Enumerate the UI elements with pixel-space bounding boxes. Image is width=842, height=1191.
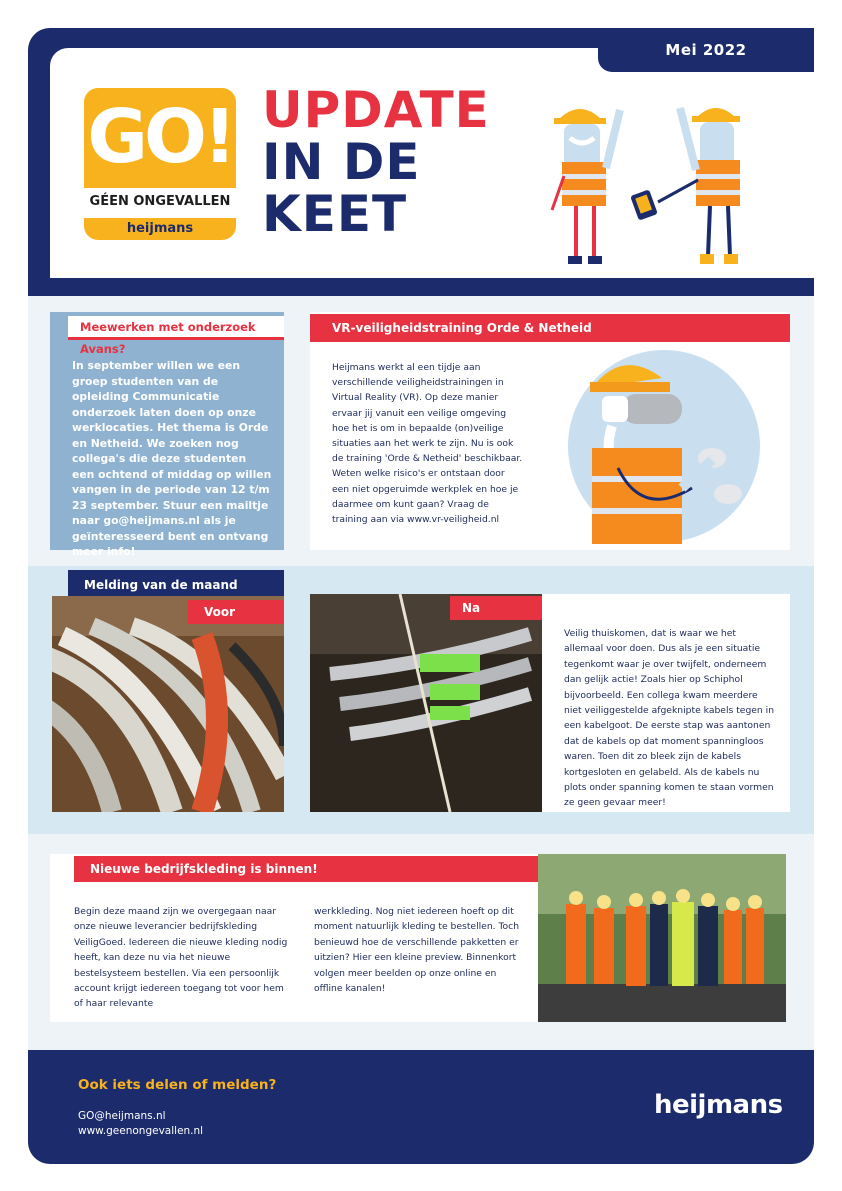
issue-date: Mei 2022 xyxy=(598,28,814,72)
logo-go-text: GO! xyxy=(84,88,236,188)
vr-heading: VR-veiligheidstraining Orde & Netheid xyxy=(310,314,790,342)
avans-text: In september willen we een groep studenten van de opleiding Communicatie onderzoek laten doen op onze werklocaties. Het thema is Orde en Netheid. We zoeken nog collega's die deze studenten een ochtend of middag op willen vangen in de periode van 12 t/m 23 september. Stuur een mailtje naar go@heijmans.nl als je geïnteresseerd bent en ontvang meer info! xyxy=(72,359,272,558)
workers-illustration xyxy=(530,90,770,270)
footer-brand-logo: heijmans xyxy=(654,1090,783,1120)
melding-heading: Melding van de maand xyxy=(68,570,284,598)
logo-tagline: GÉEN ONGEVALLEN xyxy=(84,188,236,218)
worker-left-icon xyxy=(552,109,620,264)
title-line-1: UPDATE xyxy=(262,81,490,139)
title-line-3: KEET xyxy=(262,185,408,243)
voor-label: Voor xyxy=(188,600,284,624)
vr-worker-illustration xyxy=(562,348,766,544)
photo-team-workwear xyxy=(538,854,786,1022)
kleding-heading: Nieuwe bedrijfskleding is binnen! xyxy=(74,856,538,882)
kleding-text-col1: Begin deze maand zijn we overgegaan naar onze nieuwe leverancier bedrijfskleding VeiligGoed. Iedereen die nieuwe kleding nodig heeft, kan deze nu via het nieuwe bestelsysteem bestellen. Via een persoonlijk account krijgt iedereen toegang tot voor hem of haar relevante xyxy=(74,906,288,1010)
na-label: Na xyxy=(450,596,542,620)
vr-text: Heijmans werkt al een tijdje aan verschillende veiligheidstrainingen in Virtual Reality (VR). Op deze manier ervaar jij vanuit een veilige omgeving hoe het is om in bepaalde (on)veilige situaties aan het werk te zijn. Nu is ook de training 'Orde & Netheid' beschikbaar. Weten welke risico's er ontstaan door een niet opgeruimde werkplek en hoe je daarmee om kunt gaan? Vraag de training aan via www.vr-veiligheid.nl xyxy=(332,362,523,526)
go-logo xyxy=(84,88,236,240)
logo-brand: heijmans xyxy=(84,218,236,240)
kleding-text-col2: werkkleding. Nog niet iedereen hoeft op dit moment natuurlijk kleding te bestellen. Toch benieuwd hoe de verschillende pakketten er uitzien? Hier een kleine preview. Binnenkort volgen meer beelden op onze online en offline kanalen! xyxy=(314,906,520,995)
footer-question: Ook iets delen of melden? xyxy=(78,1077,277,1093)
photo-voor-cables xyxy=(52,596,284,812)
page-title xyxy=(262,81,490,243)
melding-text: Veilig thuiskomen, dat is waar we het allemaal voor doen. Dus als je een situatie tegenkomt waar je over twijfelt, onderneem dan gelijk actie! Zoals hier op Schiphol bijvoorbeeld. Een collega kwam meerdere niet veiliggestelde afgeknipte kabels tegen in een kabelgoot. De eerste stap was aantonen dat de kabels op dat moment spanningloos waren. Toen dit zo bleek zijn de kabels kortgesloten en gelabeld. Als de kabels nu plots onder spanning komen te staan vormen ze geen gevaar meer! xyxy=(564,628,775,809)
worker-right-icon xyxy=(658,108,740,264)
avans-heading: Meewerken met onderzoek Avans? xyxy=(68,316,284,340)
footer-website[interactable]: www.geenongevallen.nl xyxy=(78,1125,204,1137)
photo-na-cables xyxy=(310,594,542,812)
title-line-2: IN DE xyxy=(262,133,421,191)
footer-email[interactable]: GO@heijmans.nl xyxy=(78,1110,166,1122)
